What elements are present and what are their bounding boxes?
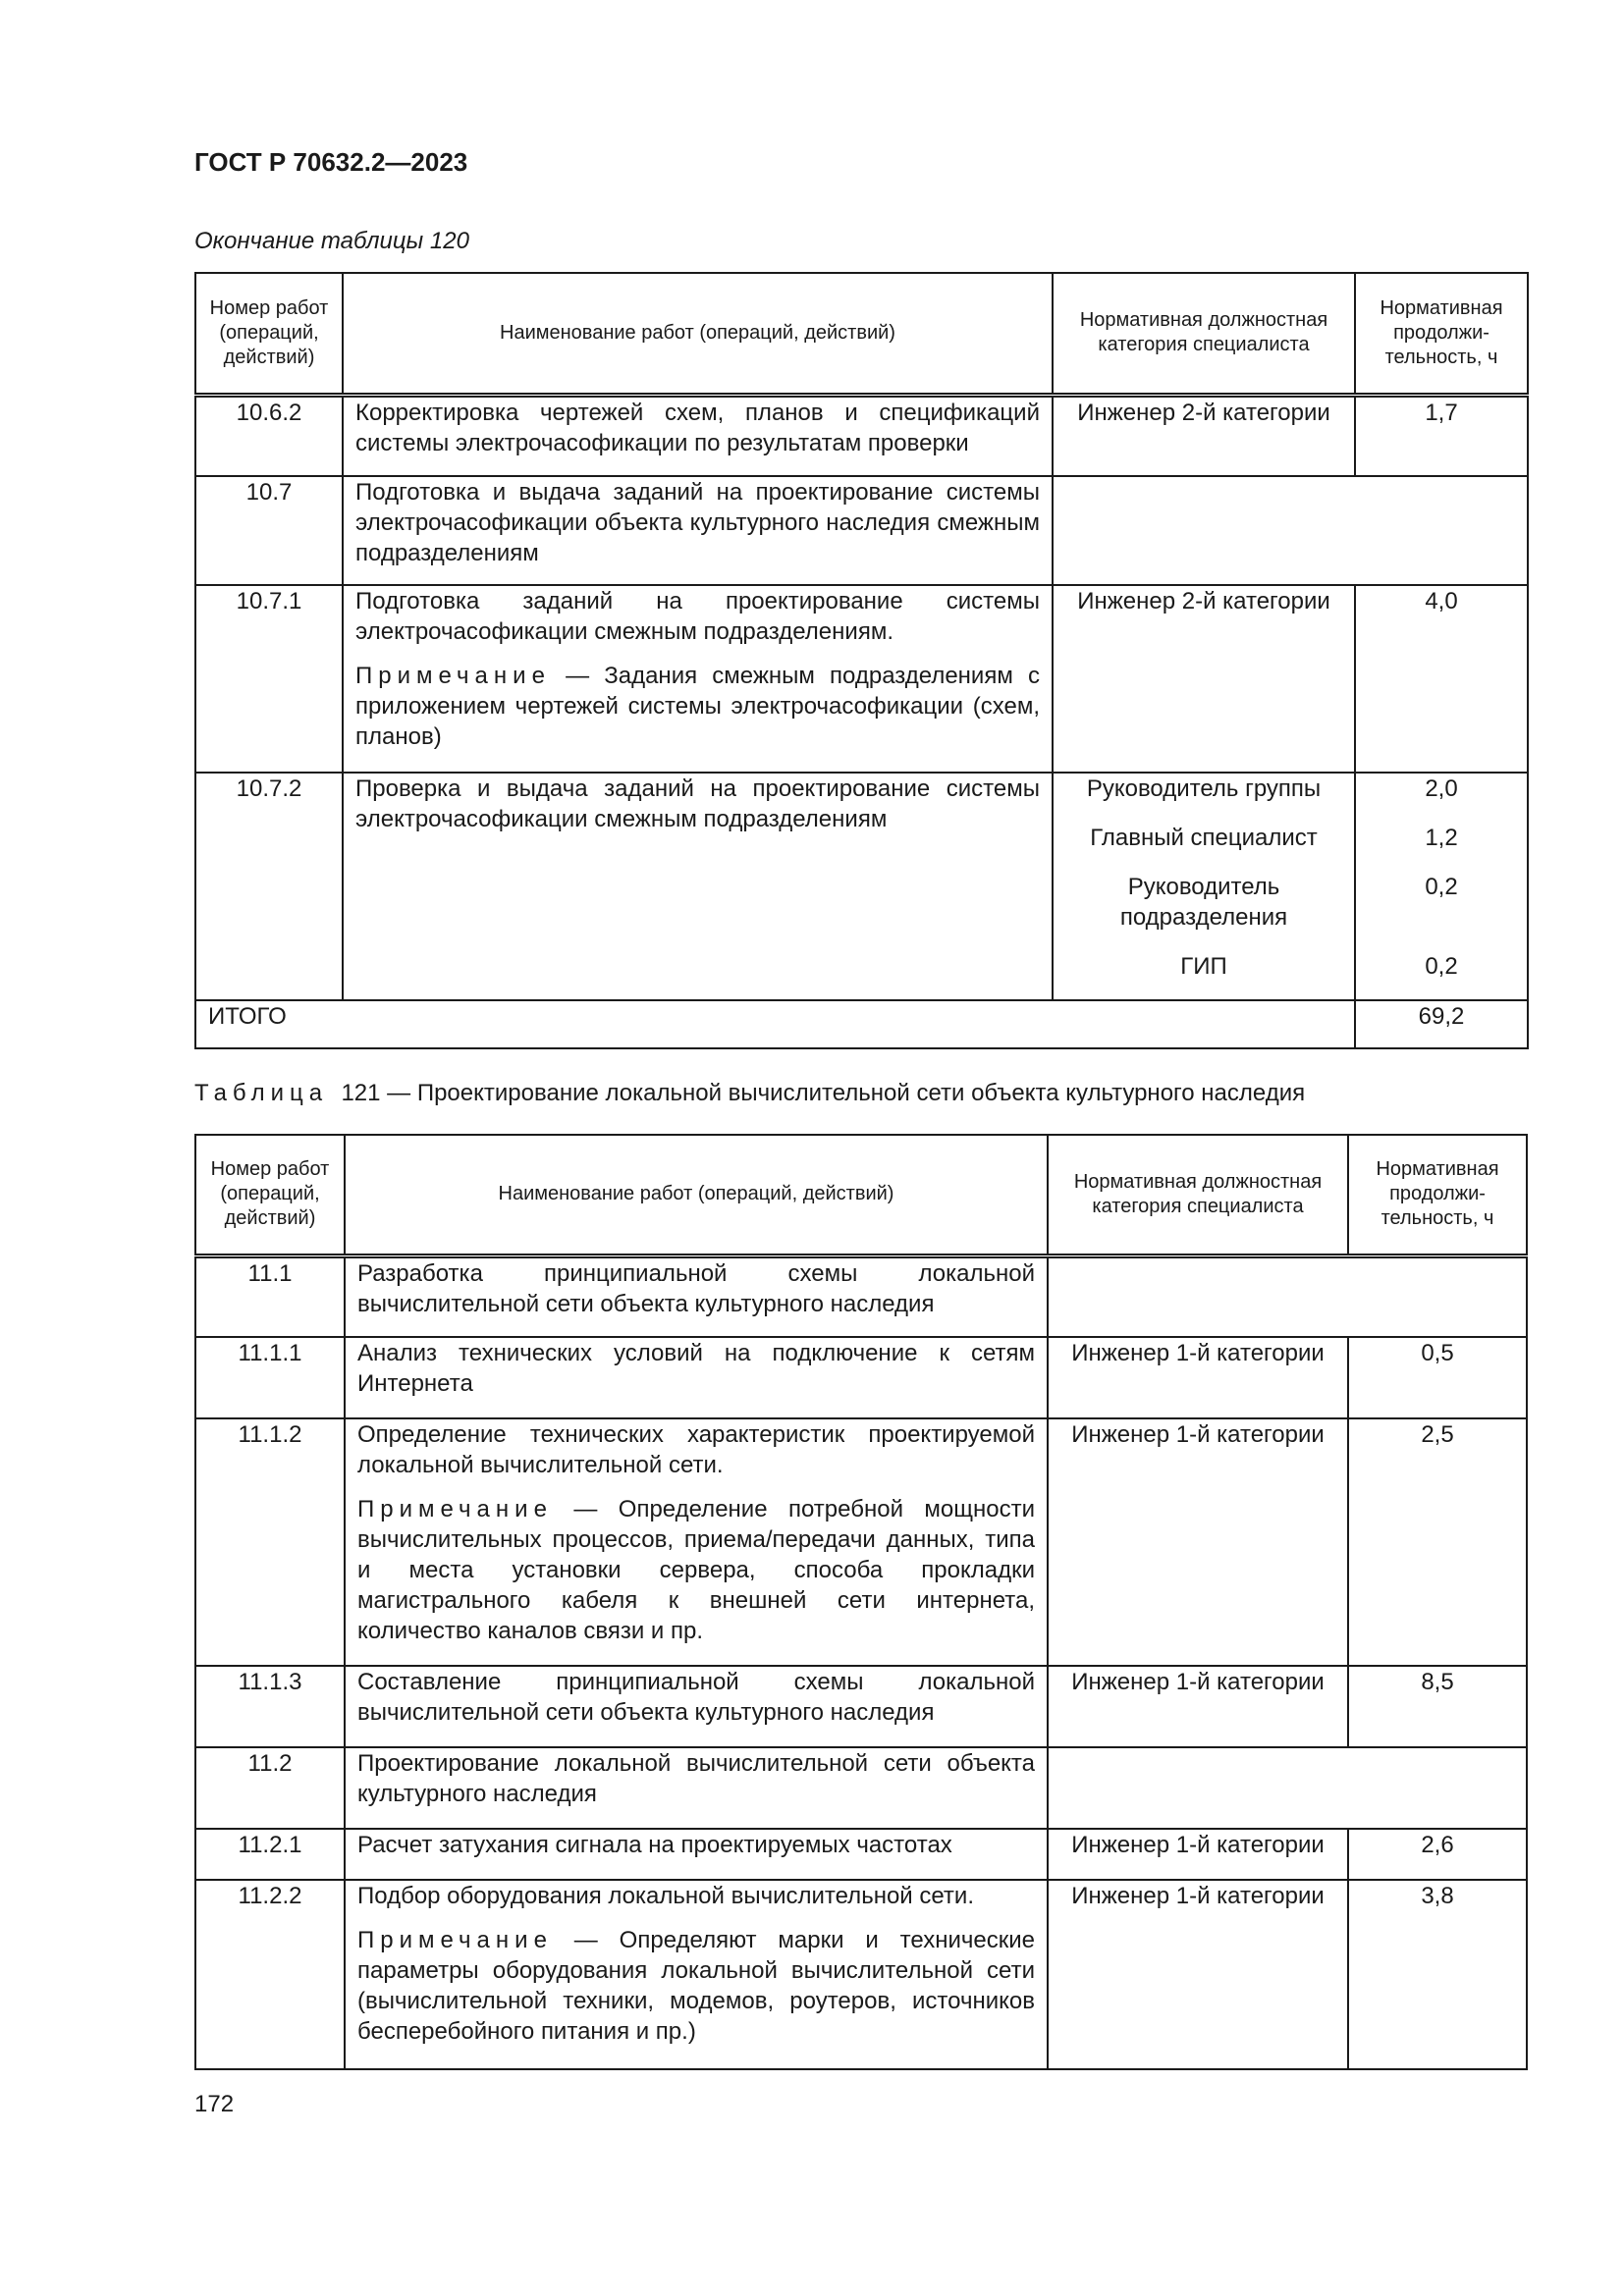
- work-number: 10.7: [195, 476, 343, 585]
- table-row: [195, 1829, 1527, 1880]
- duration: 0,2: [1425, 953, 1458, 980]
- work-name: Проектирование локальной вычислительной сети объекта культурного наследия: [345, 1747, 1048, 1829]
- note-label: Примечание: [357, 1496, 553, 1522]
- specialist-category: Инженер 1-й категории: [1048, 1418, 1348, 1666]
- work-name-cell: [345, 1418, 1048, 1666]
- work-name: Анализ технических условий на подключение к сетям Интернета: [345, 1337, 1048, 1418]
- specialist-category: Инженер 1-й категории: [1048, 1829, 1348, 1880]
- table-row: [195, 1418, 1527, 1666]
- work-name: Определение технических характеристик проектируемой локальной вычислительной сети.: [357, 1421, 1035, 1478]
- table-row: [195, 1747, 1527, 1829]
- work-name: Проверка и выдача заданий на проектирование системы электрочасофикации смежным подразделениям: [343, 773, 1053, 1000]
- table-row: [195, 585, 1528, 773]
- note-label: Примечание: [357, 1927, 553, 1953]
- note-text: — Определение потребной мощности вычислительных процессов, приема/передачи данных, типа и места установки сервера, способа прокладки магистрального кабеля к внешней сети интернета, количество каналов связи и пр.: [357, 1496, 1035, 1644]
- note-label: Примечание: [355, 663, 551, 689]
- work-name: Составление принципиальной схемы локальной вычислительной сети объекта культурного наследия: [345, 1666, 1048, 1747]
- table-header-row: [195, 1135, 1527, 1255]
- total-value: 69,2: [1355, 1000, 1528, 1048]
- work-number: 10.7.2: [195, 773, 343, 1000]
- table-120: [194, 272, 1529, 1049]
- specialist-category: Руководитель подразделения: [1119, 874, 1288, 931]
- specialist-category: Инженер 1-й категории: [1048, 1666, 1348, 1747]
- caption-label: Таблица: [194, 1080, 329, 1106]
- duration: 3,8: [1348, 1880, 1527, 2069]
- duration: 0,5: [1348, 1337, 1527, 1418]
- caption-text: 121 — Проектирование локальной вычислительной сети объекта культурного наследия: [341, 1080, 1306, 1106]
- work-number: 11.2.1: [195, 1829, 345, 1880]
- specialist-category-list: [1053, 773, 1355, 1000]
- table-row: [195, 476, 1528, 585]
- duration-list: [1355, 773, 1528, 1000]
- document-header: ГОСТ Р 70632.2—2023: [194, 147, 468, 177]
- duration: 2,6: [1348, 1829, 1527, 1880]
- work-name: Расчет затухания сигнала на проектируемых частотах: [345, 1829, 1048, 1880]
- table-121-caption: [194, 1080, 1305, 1107]
- duration: 2,5: [1348, 1418, 1527, 1666]
- specialist-category: Инженер 2-й категории: [1053, 585, 1355, 773]
- note-text: — Определяют марки и технические параметры оборудования локальной вычислительной сети (вычислительной техники, модемов, роутеров, источников бесперебойного питания и пр.): [357, 1927, 1035, 2045]
- empty-cell: [1053, 476, 1528, 585]
- duration: 8,5: [1348, 1666, 1527, 1747]
- table-row: [195, 773, 1528, 1000]
- duration: 1,7: [1355, 395, 1528, 476]
- table-row: [195, 395, 1528, 476]
- table-row: [195, 1337, 1527, 1418]
- note: [357, 1925, 1035, 2047]
- note-text: — Задания смежным подразделениям с приложением чертежей системы электрочасофикации (схем, планов): [355, 663, 1040, 750]
- work-name: Подбор оборудования локальной вычислительной сети.: [357, 1883, 974, 1909]
- column-header: Нормативная продолжи-тельность, ч: [1355, 273, 1528, 395]
- page-number: 172: [194, 2091, 235, 2117]
- specialist-category: Инженер 1-й категории: [1048, 1337, 1348, 1418]
- table-header-row: [195, 273, 1528, 395]
- work-number: 11.2: [195, 1747, 345, 1829]
- column-header: Нормативная продолжи-тельность, ч: [1348, 1135, 1527, 1255]
- work-number: 11.2.2: [195, 1880, 345, 2069]
- column-header: Номер работ (операций, действий): [195, 1135, 345, 1255]
- work-number: 11.1.2: [195, 1418, 345, 1666]
- work-name-cell: [345, 1880, 1048, 2069]
- duration: 0,2: [1425, 874, 1458, 900]
- work-number: 11.1.3: [195, 1666, 345, 1747]
- work-number: 10.6.2: [195, 395, 343, 476]
- work-number: 10.7.1: [195, 585, 343, 773]
- column-header: Нормативная должностная категория специалиста: [1053, 273, 1355, 395]
- note: [357, 1494, 1035, 1646]
- work-number: 11.1.1: [195, 1337, 345, 1418]
- specialist-category: ГИП: [1180, 953, 1227, 980]
- specialist-category: Инженер 1-й категории: [1048, 1880, 1348, 2069]
- empty-cell: [1048, 1255, 1527, 1337]
- table-row: [195, 1880, 1527, 2069]
- duration: 2,0: [1425, 775, 1458, 802]
- work-name: Корректировка чертежей схем, планов и спецификаций системы электрочасофикации по результатам проверки: [343, 395, 1053, 476]
- work-name: Подготовка заданий на проектирование системы электрочасофикации смежным подразделениям.: [355, 588, 1040, 645]
- table-121: [194, 1134, 1528, 2070]
- duration: 1,2: [1425, 825, 1458, 851]
- table-row: [195, 1666, 1527, 1747]
- work-name-cell: [343, 585, 1053, 773]
- specialist-category: Инженер 2-й категории: [1053, 395, 1355, 476]
- note: [355, 661, 1040, 752]
- work-name: Подготовка и выдача заданий на проектирование системы электрочасофикации объекта культурного наследия смежным подразделениям: [343, 476, 1053, 585]
- work-number: 11.1: [195, 1255, 345, 1337]
- empty-cell: [1048, 1747, 1527, 1829]
- table-120-caption: Окончание таблицы 120: [194, 228, 469, 254]
- column-header: Наименование работ (операций, действий): [343, 273, 1053, 395]
- specialist-category: Руководитель группы: [1086, 775, 1322, 802]
- column-header: Нормативная должностная категория специалиста: [1048, 1135, 1348, 1255]
- specialist-category: Главный специалист: [1090, 825, 1318, 851]
- total-label: ИТОГО: [195, 1000, 1355, 1048]
- table-row: [195, 1255, 1527, 1337]
- duration: 4,0: [1355, 585, 1528, 773]
- column-header: Номер работ (операций, действий): [195, 273, 343, 395]
- work-name: Разработка принципиальной схемы локальной вычислительной сети объекта культурного наследия: [345, 1255, 1048, 1337]
- column-header: Наименование работ (операций, действий): [345, 1135, 1048, 1255]
- total-row: [195, 1000, 1528, 1048]
